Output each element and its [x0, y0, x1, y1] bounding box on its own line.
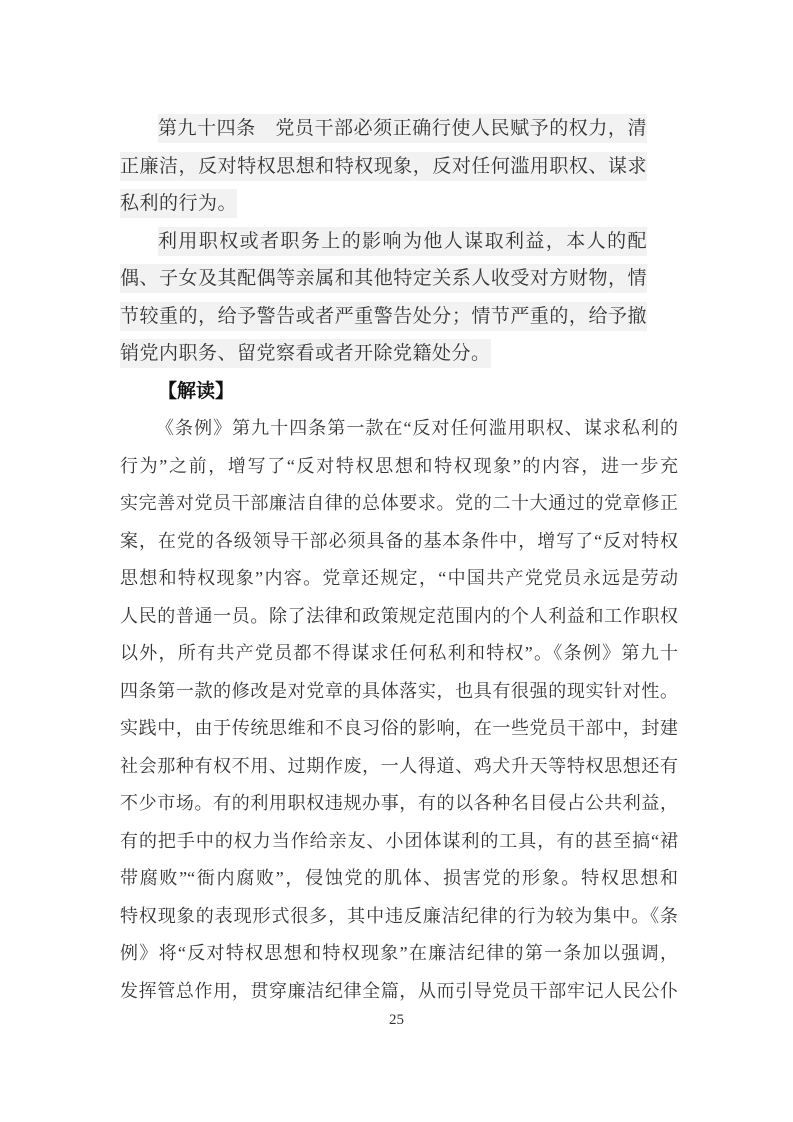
commentary-line: 实践中，由于传统思维和不良习俗的影响，在一些党员干部中，封建: [120, 718, 678, 738]
commentary-line: 案，在党的各级领导干部必须具备的基本条件中，增写了“反对特权: [120, 530, 678, 551]
commentary-line: 人民的普通一员。除了法律和政策规定范围内的个人利益和工作职权: [120, 605, 678, 626]
page-number: 25: [389, 1012, 404, 1028]
highlighted-text: 正廉洁，反对特权思想和特权现象，反对任何滥用职权、谋求: [120, 152, 647, 181]
commentary-line: 社会那种有权不用、过期作废，一人得道、鸡犬升天等特权思想还有: [120, 755, 678, 776]
commentary-line: 例》将“反对特权思想和特权现象”在廉洁纪律的第一条加以强调，: [120, 943, 678, 963]
highlighted-text: 私利的行为。: [120, 189, 237, 218]
highlighted-text: 节较重的，给予警告或者严重警告处分；情节严重的，给予撤: [120, 302, 647, 331]
article-line: [120, 223, 647, 261]
commentary-line: 发挥管总作用，贯穿廉洁纪律全篇，从而引导党员干部牢记人民公仆: [120, 980, 678, 1001]
article-line: [120, 110, 647, 148]
highlighted-text: 利用职权或者职务上的影响为他人谋取利益，本人的配: [158, 227, 647, 256]
article-line: [120, 185, 647, 223]
article-line: [120, 335, 647, 373]
article-text-block: [120, 110, 678, 373]
commentary-line: 带腐败”“衙内腐败”，侵蚀党的肌体、损害党的形象。特权思想和: [120, 868, 678, 888]
commentary-line: 行为”之前，增写了“反对特权思想和特权现象”的内容，进一步充: [120, 455, 678, 476]
article-line: [120, 260, 647, 298]
interpretation-body: [120, 410, 678, 1010]
article-line: [120, 148, 647, 186]
commentary-line: 有的把手中的权力当作给亲友、小团体谋利的工具，有的甚至搞“裙: [120, 830, 678, 851]
highlighted-text: 销党内职务、留党察看或者开除党籍处分。: [120, 339, 491, 368]
commentary-line: 《条例》第九十四条第一款在“反对任何滥用职权、谋求私利的: [156, 418, 678, 438]
article-line: [120, 298, 647, 336]
highlighted-text: 偶、子女及其配偶等亲属和其他特定关系人收受对方财物，情: [120, 264, 647, 293]
commentary-line: 以外，所有共产党员都不得谋求任何私利和特权”。《条例》第九十: [120, 643, 678, 663]
page-content: [120, 110, 678, 1010]
commentary-line: 四条第一款的修改是对党章的具体落实，也具有很强的现实针对性。: [120, 680, 678, 701]
interpretation-heading-label: 【解读】: [158, 380, 235, 402]
commentary-line: 思想和特权现象”内容。党章还规定，“中国共产党党员永远是劳动: [120, 568, 678, 588]
highlighted-text: 第九十四条 党员干部必须正确行使人民赋予的权力，清: [158, 114, 647, 143]
commentary-line: 不少市场。有的利用职权违规办事，有的以各种名目侵占公共利益，: [120, 793, 678, 813]
commentary-line: 特权现象的表现形式很多，其中违反廉洁纪律的行为较为集中。《条: [120, 905, 678, 926]
commentary-line: 实完善对党员干部廉洁自律的总体要求。党的二十大通过的党章修正: [120, 493, 678, 513]
interpretation-heading: [120, 373, 678, 411]
